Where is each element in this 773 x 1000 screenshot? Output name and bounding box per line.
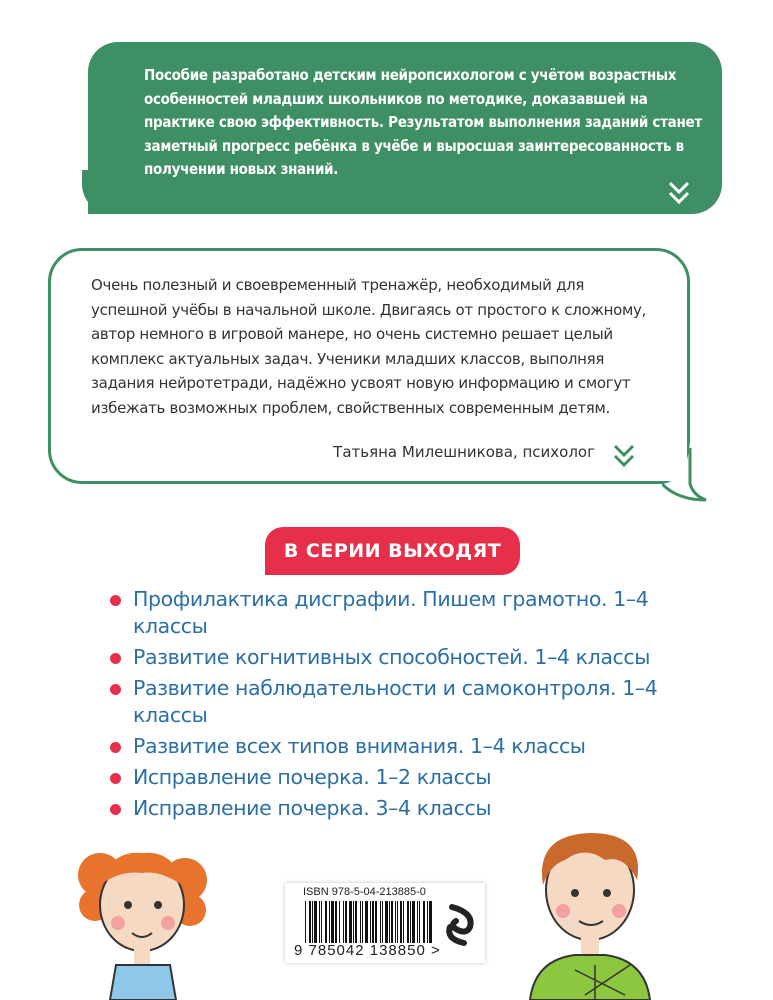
barcode-bar [345, 901, 347, 943]
barcode-bar [391, 901, 393, 943]
barcode-bar [365, 901, 368, 943]
barcode-bar [319, 901, 320, 943]
boy-illustration [515, 815, 665, 1000]
barcode-bar [382, 901, 383, 943]
intro-bubble [88, 42, 722, 214]
series-item: Развитие всех типов внимания. 1–4 классы [108, 733, 708, 760]
barcode-bar [385, 901, 388, 943]
barcode-bar [329, 901, 330, 943]
series-item: Профилактика дисграфии. Пишем грамотно. 1–4 классы [108, 586, 708, 640]
barcode-bar [423, 901, 425, 943]
isbn-text: ISBN 978-5-04-213885-0 [303, 886, 426, 898]
intro-text: Пособие разработано детским нейропсихологом с учётом возрастных особенностей младших школьников по методике, доказавшей на практике свою эффективность. Результатом выполнения заданий станет заметный прогресс ребёнка в учёбе и выросшая заинтересованность в получении новых знаний. [144, 66, 702, 178]
double-chevron-down-icon [668, 180, 690, 206]
barcode-bar [355, 901, 357, 943]
barcode-bar [305, 901, 306, 943]
bullet-icon [110, 742, 121, 753]
series-item: Развитие наблюдательности и самоконтроля. 1–4 классы [108, 675, 708, 729]
series-item: Исправление почерка. 1–2 классы [108, 764, 708, 791]
barcode-bar [380, 901, 381, 943]
barcode-bar [410, 901, 411, 943]
barcode-bar [407, 901, 409, 943]
series-item: Развитие когнитивных способностей. 1–4 классы [108, 644, 708, 671]
barcode-bar [419, 901, 420, 943]
bullet-icon [110, 804, 121, 815]
barcode-bar [389, 901, 390, 943]
barcode-bar [325, 901, 327, 943]
barcode-bar [353, 901, 354, 943]
barcode-bar [339, 901, 340, 943]
bullet-icon [110, 595, 121, 606]
review-bubble-tail [662, 440, 708, 502]
series-list [108, 586, 708, 826]
publisher-logo-icon [442, 903, 478, 947]
barcode-icon [305, 901, 433, 943]
barcode-bar [335, 901, 337, 943]
barcode-bar [362, 901, 363, 943]
barcode-bar [412, 901, 415, 943]
barcode-bar [312, 901, 313, 943]
series-item: Исправление почерка. 3–4 классы [108, 795, 708, 822]
barcode-bar [372, 901, 374, 943]
barcode-number: 9 785042 138850 > [294, 942, 441, 959]
barcode-bar [343, 901, 344, 943]
barcode-bar [360, 901, 361, 943]
girl-illustration [70, 835, 220, 1000]
series-badge: В СЕРИИ ВЫХОДЯТ [265, 527, 520, 575]
barcode-bar [417, 901, 418, 943]
barcode-bar [331, 901, 334, 943]
barcode-bar [370, 901, 371, 943]
bullet-icon [110, 684, 121, 695]
barcode-bar [429, 901, 432, 943]
barcode-bar [397, 901, 398, 943]
barcode-bar [314, 901, 317, 943]
review-bubble [48, 248, 690, 484]
review-text: Очень полезный и своевременный тренажёр, необходимый для успешной учёбы в начальной школе. Двигаясь от простого к сложному, автор немного в игровой манере, но очень системно решает целый комплекс актуальных задач. Ученики младших классов, выполняя задания нейротетради, надёжно усвоят новую информацию и смогут избежать возможных проблем, свойственных современным детям. [91, 276, 647, 417]
barcode-bar [403, 901, 404, 943]
double-chevron-down-icon [613, 443, 635, 469]
barcode-bar [309, 901, 311, 943]
bullet-icon [110, 653, 121, 664]
barcode-bar [375, 901, 377, 943]
review-signature: Татьяна Милешникова, психолог [333, 443, 595, 461]
barcode-bar [349, 901, 352, 943]
barcode-bar [321, 901, 322, 943]
barcode-bar [427, 901, 428, 943]
barcode-bar [400, 901, 402, 943]
barcode-bar [395, 901, 396, 943]
bullet-icon [110, 773, 121, 784]
